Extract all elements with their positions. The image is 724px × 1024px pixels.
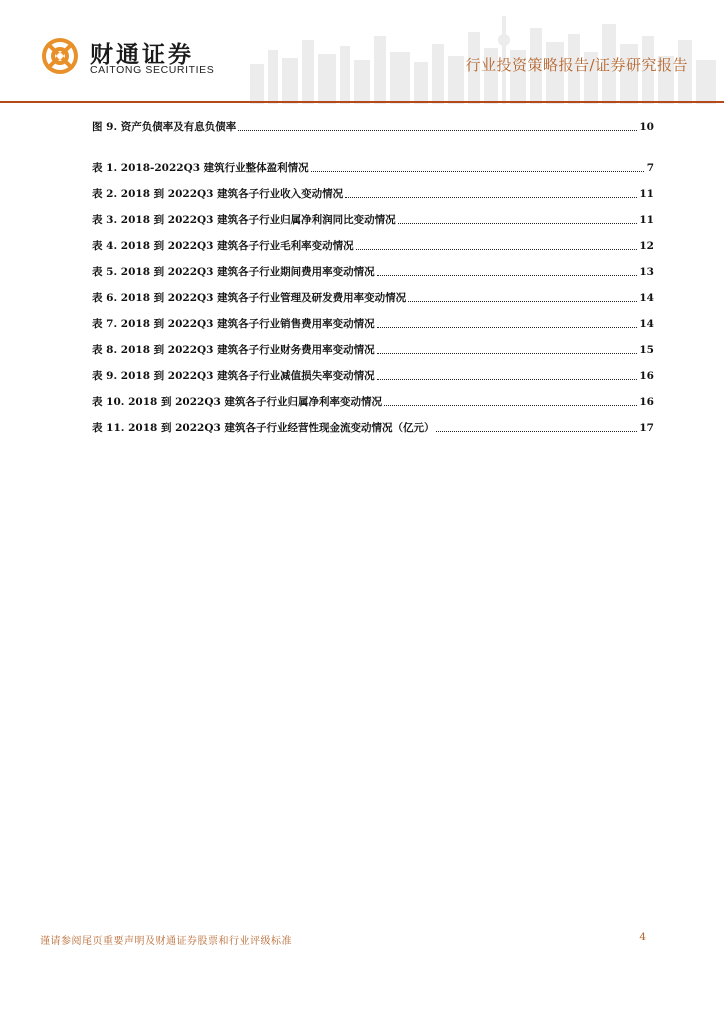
toc-entry-page: 7 [646,162,654,174]
toc-entry-page: 12 [639,240,654,252]
toc-entry-page: 11 [639,188,654,200]
logo-chinese-name: 财通证券 [90,42,194,68]
toc-entry[interactable] [92,339,654,357]
logo-english-name: CAITONG SECURITIES [90,64,215,76]
toc-entry[interactable] [92,261,654,279]
header-divider [0,101,724,103]
toc-entry-title: 表 3. 2018 到 2022Q3 建筑各子行业归属净利润同比变动情况 [92,214,396,226]
toc-entry-page: 14 [639,318,654,330]
toc-entry-title: 表 8. 2018 到 2022Q3 建筑各子行业财务费用率变动情况 [92,344,375,356]
toc-entry[interactable] [92,116,654,134]
toc-entry[interactable] [92,417,654,435]
toc-entry-page: 13 [639,266,654,278]
toc-dot-leader [356,249,638,250]
toc-dot-leader [384,405,637,406]
toc-entry[interactable] [92,391,654,409]
toc-entry[interactable] [92,287,654,305]
toc-entry-title: 表 4. 2018 到 2022Q3 建筑各子行业毛利率变动情况 [92,240,354,252]
toc-dot-leader [345,197,637,198]
toc-entry-page: 16 [639,370,654,382]
toc-entry-title: 表 10. 2018 到 2022Q3 建筑各子行业归属净利率变动情况 [92,396,382,408]
toc-entry-title: 图 9. 资产负债率及有息负债率 [92,121,237,133]
toc-entry[interactable] [92,157,654,175]
toc-entry-title: 表 5. 2018 到 2022Q3 建筑各子行业期间费用率变动情况 [92,266,375,278]
caitong-logo-icon [40,36,80,76]
toc-entry-title: 表 1. 2018-2022Q3 建筑行业整体盈利情况 [92,162,309,174]
page-header [0,0,724,104]
toc-entry-page: 11 [639,214,654,226]
toc-dot-leader [377,353,638,354]
toc-dot-leader [408,301,637,302]
toc-entry[interactable] [92,235,654,253]
toc-dot-leader [311,171,644,172]
toc-entry-title: 表 7. 2018 到 2022Q3 建筑各子行业销售费用率变动情况 [92,318,375,330]
toc-dot-leader [377,327,638,328]
toc-entry-title: 表 2. 2018 到 2022Q3 建筑各子行业收入变动情况 [92,188,344,200]
toc-entry-page: 14 [639,292,654,304]
toc-entry-title: 表 9. 2018 到 2022Q3 建筑各子行业减值损失率变动情况 [92,370,375,382]
toc-entry-title: 表 6. 2018 到 2022Q3 建筑各子行业管理及研发费用率变动情况 [92,292,407,304]
toc-entry-page: 15 [639,344,654,356]
toc-dot-leader [436,431,637,432]
page-number: 4 [639,931,646,943]
footer-disclaimer: 谨请参阅尾页重要声明及财通证券股票和行业评级标准 [40,936,292,947]
toc-entry-page: 17 [639,422,654,434]
toc-entry[interactable] [92,365,654,383]
toc-entry[interactable] [92,313,654,331]
toc-dot-leader [398,223,638,224]
toc-entry-title: 表 11. 2018 到 2022Q3 建筑各子行业经营性现金流变动情况（亿元） [92,422,435,434]
report-type-label: 行业投资策略报告/证券研究报告 [465,56,688,74]
toc-dot-leader [377,379,638,380]
toc-entry[interactable] [92,183,654,201]
toc-dot-leader [238,130,637,131]
toc-entry-page: 16 [639,396,654,408]
toc-entry[interactable] [92,209,654,227]
toc-dot-leader [377,275,638,276]
toc-entry-page: 10 [639,121,654,133]
